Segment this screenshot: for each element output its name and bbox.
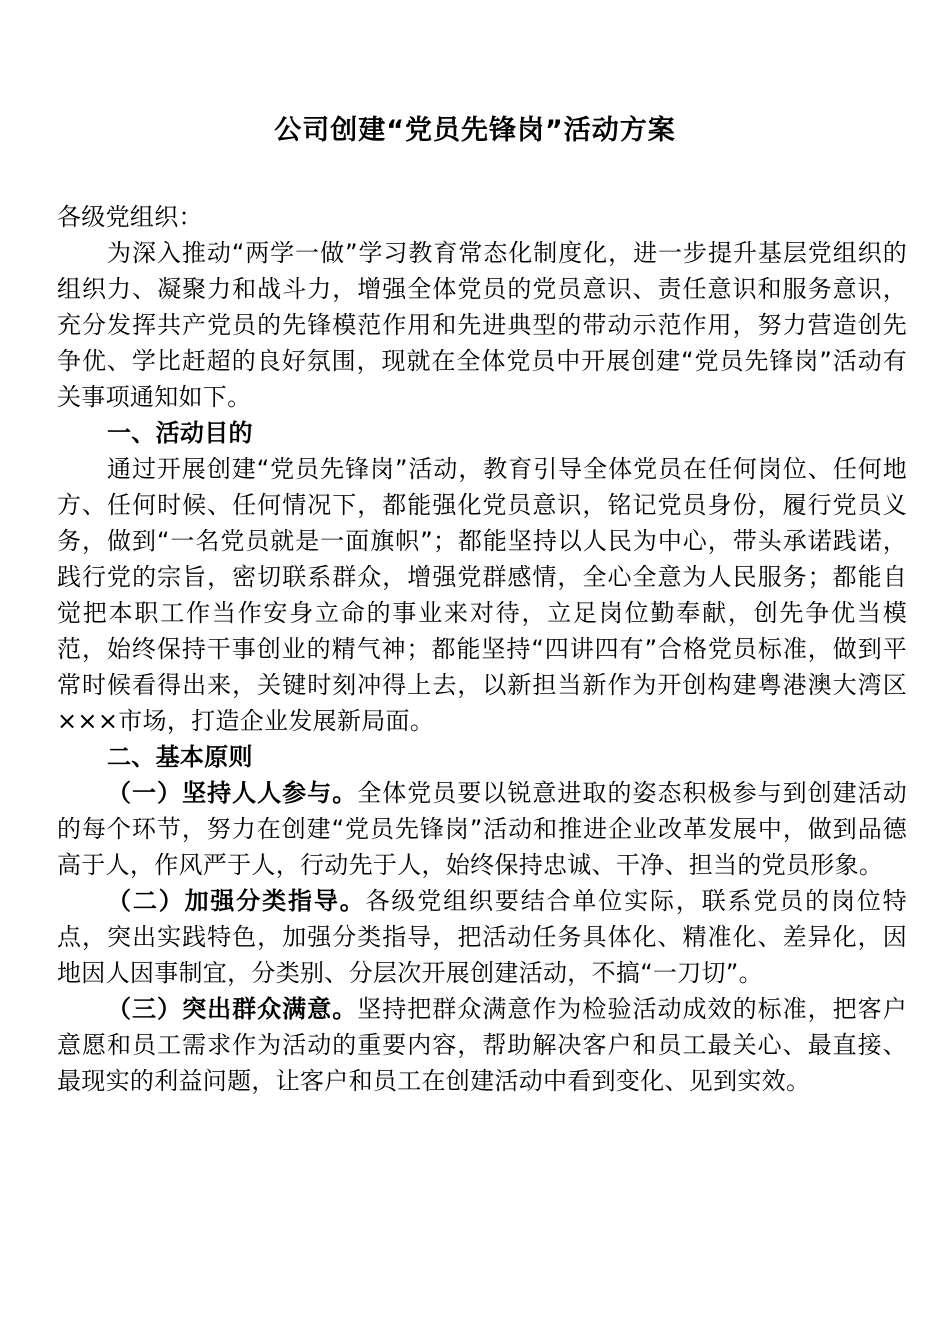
- salutation: 各级党组织：: [57, 203, 203, 231]
- document-title: 公司创建“党员先锋岗”活动方案: [274, 115, 676, 146]
- principle-3-lead: （三）突出群众满意。: [107, 995, 358, 1023]
- principle-3-paragraph: [57, 991, 907, 1099]
- principle-1-lead: （一）坚持人人参与。: [107, 779, 358, 807]
- principle-2-text: 各级党组织要结合单位实际，联系党员的岗位特点，突出实践特色，加强分类指导，把活动任务具体化、精准化、差异化，因地因人因事制宜，分类别、分层次开展创建活动，不搞“一刀切”。: [57, 887, 907, 987]
- principle-3-text: 坚持把群众满意作为检验活动成效的标准，把客户意愿和员工需求作为活动的重要内容，帮助解决客户和员工最关心、最直接、最现实的利益问题，让客户和员工在创建活动中看到变化、见到实效。: [57, 995, 908, 1095]
- section-1-heading: 一、活动目的: [107, 419, 253, 447]
- principle-1-paragraph: [57, 775, 907, 883]
- principle-2-lead: （二）加强分类指导。: [107, 887, 366, 915]
- principle-1-text: 全体党员要以锐意进取的姿态积极参与到创建活动的每个环节，努力在创建“党员先锋岗”活动和推进企业改革发展中，做到品德高于人，作风严于人，行动先于人，始终保持忠诚、干净、担当的党员形象。: [57, 779, 908, 879]
- intro-paragraph: 为深入推动“两学一做”学习教育常态化制度化，进一步提升基层党组织的组织力、凝聚力和战斗力，增强全体党员的党员意识、责任意识和服务意识，充分发挥共产党员的先锋模范作用和先进典型的带动示范作用，努力营造创先争优、学比赶超的良好氛围，现就在全体党员中开展创建“党员先锋岗”活动有关事项通知如下。: [57, 239, 907, 411]
- section-1-paragraph: 通过开展创建“党员先锋岗”活动，教育引导全体党员在任何岗位、任何地方、任何时候、任何情况下，都能强化党员意识，铭记党员身份，履行党员义务，做到“一名党员就是一面旗帜”；都能坚持以人民为中心，带头承诺践诺，践行党的宗旨，密切联系群众，增强党群感情，全心全意为人民服务；都能自觉把本职工作当作安身立命的事业来对待，立足岗位勤奉献，创先争优当模范，始终保持干事创业的精气神；都能坚持“四讲四有”合格党员标准，做到平常时候看得出来，关键时刻冲得上去，以新担当新作为开创构建粤港澳大湾区×××市场，打造企业发展新局面。: [57, 455, 907, 735]
- section-2-heading: 二、基本原则: [107, 743, 253, 771]
- document-body: [57, 199, 907, 1099]
- principle-2-paragraph: [57, 883, 907, 991]
